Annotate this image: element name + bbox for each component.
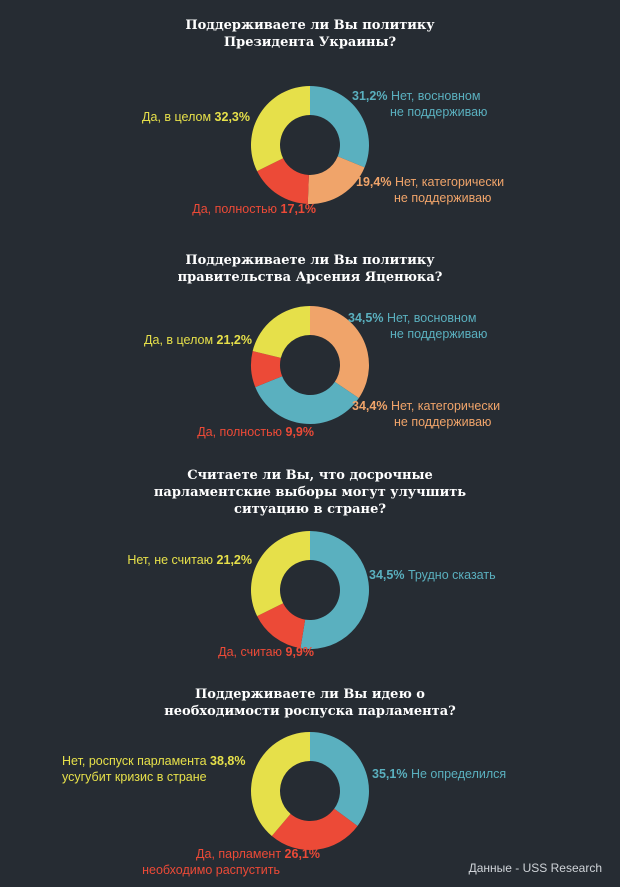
chart-3-slice-1-value: 34,5% (369, 568, 405, 582)
chart-2-slice-3-name: Да, полностью (197, 425, 283, 439)
chart-2-title-line-2: правительства Арсения Яценюка? (177, 270, 443, 285)
chart-2-slice-2-name-line-2: не поддерживаю (394, 415, 492, 429)
chart-4-slice-3-value: 38,8% (210, 754, 246, 768)
chart-4-slice-2-value: 26,1% (284, 847, 320, 861)
chart-3-slice-1 (300, 531, 369, 649)
chart-4-slice-3-name-line-2: усугубит кризис в стране (62, 770, 207, 784)
chart-4-donut (250, 731, 370, 851)
chart-1-label-red (192, 201, 316, 217)
chart-3-slice-2-name: Да, считаю (218, 645, 283, 659)
chart-1-slice-1-name-line-1: Нет, восновном (390, 89, 481, 103)
chart-2-slice-1-name-line-2: не поддерживаю (390, 327, 488, 341)
chart-2-label-yellow (144, 332, 252, 348)
chart-4-slice-1 (310, 732, 369, 826)
chart-1-slice-3-name: Да, полностью (192, 202, 278, 216)
chart-4-label-red (142, 846, 320, 878)
chart-3-title-line-1: Считаете ли Вы, что досрочные (187, 468, 433, 483)
chart-1-label-blue (352, 88, 487, 120)
chart-3-slice-2-value: 9,9% (285, 645, 314, 659)
chart-1-slice-4 (251, 86, 310, 171)
chart-2-slice-4-value: 21,2% (216, 333, 252, 347)
chart-1-slice-1-name-line-2: не поддерживаю (390, 105, 488, 119)
chart-4-title-line-2: необходимости роспуска парламента? (164, 704, 456, 719)
chart-2-slice-2-name-line-1: Нет, категорически (390, 399, 501, 413)
chart-3-title-line-3: ситуацию в стране? (234, 502, 386, 517)
chart-1-title-line-2: Президента Украины? (223, 35, 397, 50)
chart-4-slice-1-name: Не определился (410, 767, 507, 781)
chart-4-title-line-1: Поддерживаете ли Вы идею о (195, 687, 425, 702)
chart-3-slice-3-value: 21,2% (216, 553, 252, 567)
chart-2-slice-3-value: 9,9% (285, 425, 314, 439)
chart-3-title-line-2: парламентские выборы могут улучшить (153, 485, 467, 500)
chart-1-slice-2-name-line-1: Нет, категорически (394, 175, 505, 189)
chart-4-label-yellow (62, 753, 246, 785)
chart-1-slice-2-value: 19,4% (356, 175, 392, 189)
chart-1-label-yellow (142, 109, 250, 125)
chart-1-slice-4-name: Да, в целом (142, 110, 212, 124)
chart-4-slice-2-name-line-2: необходимо распустить (142, 863, 280, 877)
chart-2-slice-4-name: Да, в целом (144, 333, 214, 347)
chart-2-slice-4 (253, 306, 310, 358)
chart-1-slice-2-name-line-2: не поддерживаю (394, 191, 492, 205)
chart-3-title (0, 467, 620, 518)
chart-3-label-red (218, 644, 314, 660)
chart-4-title (0, 686, 620, 720)
chart-4-slice-2-name-line-1: Да, парламент (196, 847, 282, 861)
chart-1-slice-4-value: 32,3% (214, 110, 250, 124)
chart-4-slice-1-value: 35,1% (372, 767, 408, 781)
chart-2-title (0, 252, 620, 286)
chart-3-label-yellow (127, 552, 252, 568)
chart-1-title-line-1: Поддерживаете ли Вы политику (185, 18, 435, 33)
chart-4-slice-3-name-line-1: Нет, роспуск парламента (62, 754, 207, 768)
chart-3-slice-1-name: Трудно сказать (407, 568, 496, 582)
chart-1-slice-1-value: 31,2% (352, 89, 388, 103)
chart-2-title-line-1: Поддерживаете ли Вы политику (185, 253, 435, 268)
chart-2-slice-1-value: 34,5% (348, 311, 384, 325)
data-source: Данные - USS Research (468, 861, 602, 875)
chart-3-label-blue (369, 567, 496, 583)
chart-2-slice-2-value: 34,4% (352, 399, 388, 413)
chart-2-slice-1-name-line-1: Нет, восновном (386, 311, 477, 325)
chart-2-label-orange (348, 310, 487, 342)
chart-2-label-red (197, 424, 314, 440)
chart-1-label-orange (356, 174, 504, 206)
chart-4-label-blue (372, 766, 506, 782)
chart-2-label-blue (352, 398, 500, 430)
chart-3-slice-3 (251, 531, 310, 616)
chart-3-donut (250, 530, 370, 650)
chart-1-slice-3-value: 17,1% (280, 202, 316, 216)
chart-1-title (0, 17, 620, 51)
chart-3-slice-3-name: Нет, не считаю (127, 553, 214, 567)
